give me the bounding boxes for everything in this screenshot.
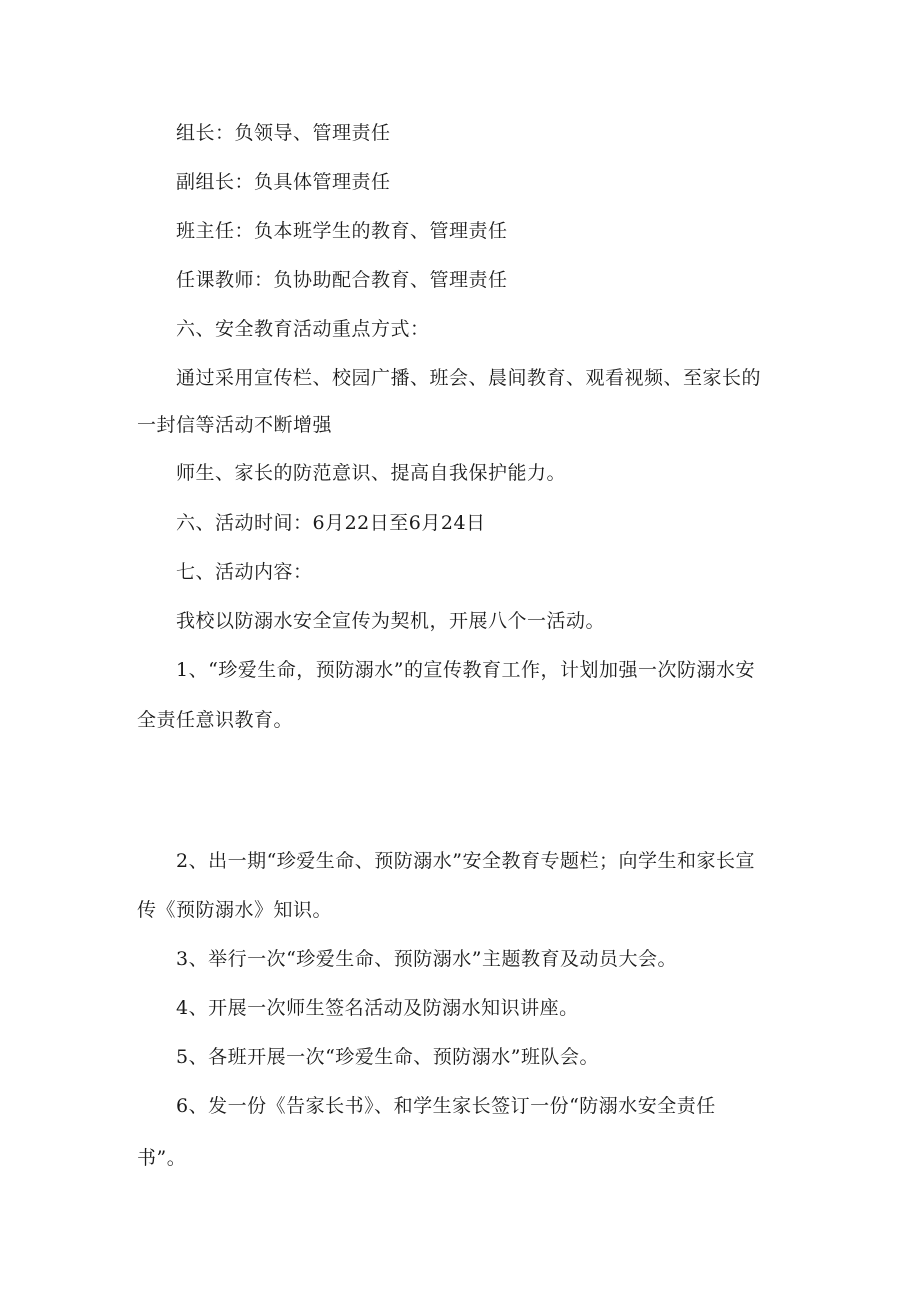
section-heading-methods: 六、安全教育活动重点方式：	[176, 318, 430, 340]
section-heading-time: 六、活动时间：6月22日至6月24日	[176, 512, 486, 534]
list-item-4: 4、开展一次师生签名活动及防溺水知识讲座。	[176, 997, 579, 1019]
text-line-leader: 组长：负领导、管理责任	[176, 122, 391, 144]
list-item-3: 3、举行一次“珍爱生命、预防溺水”主题教育及动员大会。	[176, 948, 678, 970]
paragraph-line: 一封信等活动不断增强	[137, 414, 333, 436]
list-item-2-continued: 传《预防溺水》知识。	[137, 899, 333, 921]
list-item-5: 5、各班开展一次“珍爱生命、预防溺水”班队会。	[176, 1046, 600, 1068]
list-item-2: 2、出一期“珍爱生命、预防溺水”安全教育专题栏；向学生和家长宣	[176, 850, 756, 872]
paragraph-line: 师生、家长的防范意识、提高自我保护能力。	[176, 462, 567, 484]
list-item-1-continued: 全责任意识教育。	[137, 709, 294, 731]
list-item-6: 6、发一份《告家长书》、和学生家长签订一份“防溺水安全责任	[176, 1095, 716, 1117]
list-item-1: 1、“珍爱生命，预防溺水”的宣传教育工作，计划加强一次防溺水安	[176, 659, 756, 681]
text-line-subject-teacher: 任课教师：负协助配合教育、管理责任	[176, 269, 508, 291]
text-line-deputy-leader: 副组长：负具体管理责任	[176, 171, 391, 193]
section-heading-content: 七、活动内容：	[176, 561, 313, 583]
paragraph-line: 通过采用宣传栏、校园广播、班会、晨间教育、观看视频、至家长的	[176, 367, 762, 389]
paragraph-line: 我校以防溺水安全宣传为契机，开展八个一活动。	[176, 610, 606, 632]
list-item-6-continued: 书”。	[137, 1147, 187, 1169]
text-line-class-teacher: 班主任：负本班学生的教育、管理责任	[176, 220, 508, 242]
